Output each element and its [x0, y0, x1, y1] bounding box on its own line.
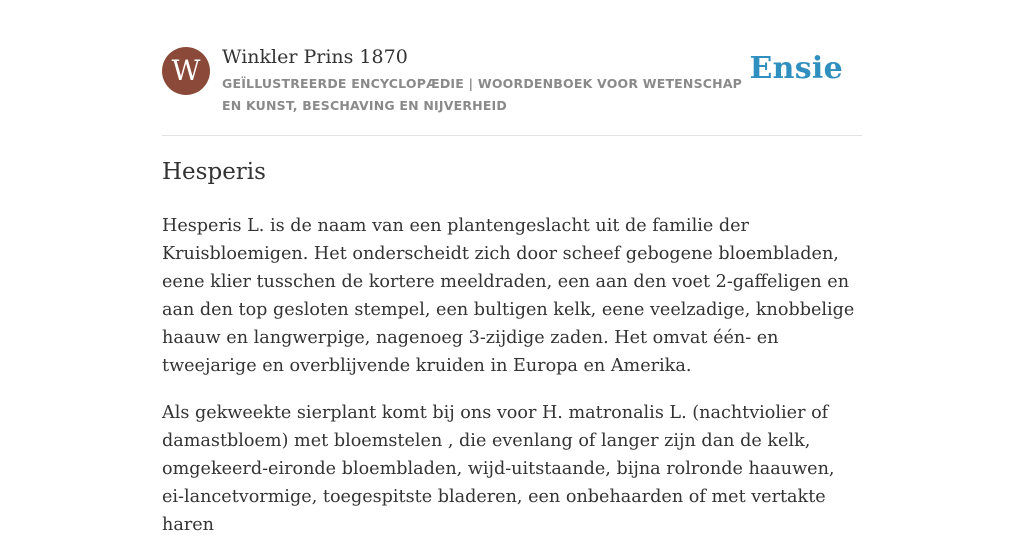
entry-paragraph: Hesperis L. is de naam van een plantengeslacht uit de familie der Kruisbloemigen. Het onderscheidt zich door scheef gebogene bloembladen, eene klier tusschen de kortere meeldraden, een aan den voet 2-gaffeligen en aan den top gesloten stempel, een bultigen kelk, eene veelzadige, knobbelige haauw en langwerpige, nagenoeg 3-zijdige zaden. Het omvat één- en tweejarige en overblijvende kruiden in Europa en Amerika. — [162, 216, 855, 376]
entry-paragraph: Als gekweekte sierplant komt bij ons voor H. matronalis L. (nachtviolier of damastbloem) met bloemstelen , die evenlang of langer zijn dan de kelk, omgekeerd-eironde bloembladen, wijd-uitstaande, bijna rolronde haauwen, ei-lancetvormige, toegespitste bladeren, een onbehaarden of met vertakte haren — [162, 403, 835, 535]
entry-title: Hesperis — [162, 159, 266, 185]
source-title[interactable]: Winkler Prins 1870 — [222, 46, 408, 68]
entry-content — [162, 212, 862, 558]
source-avatar[interactable]: W — [162, 47, 210, 95]
source-subtitle: GEÏLLUSTREERDE ENCYCLOPÆDIE | WOORDENBOEK VOOR WETENSCHAP EN KUNST, BESCHAVING EN NIJVERHEID — [222, 76, 743, 113]
ensie-logo[interactable]: Ensie — [749, 51, 843, 86]
header-divider — [162, 135, 862, 136]
source-header — [162, 45, 862, 135]
